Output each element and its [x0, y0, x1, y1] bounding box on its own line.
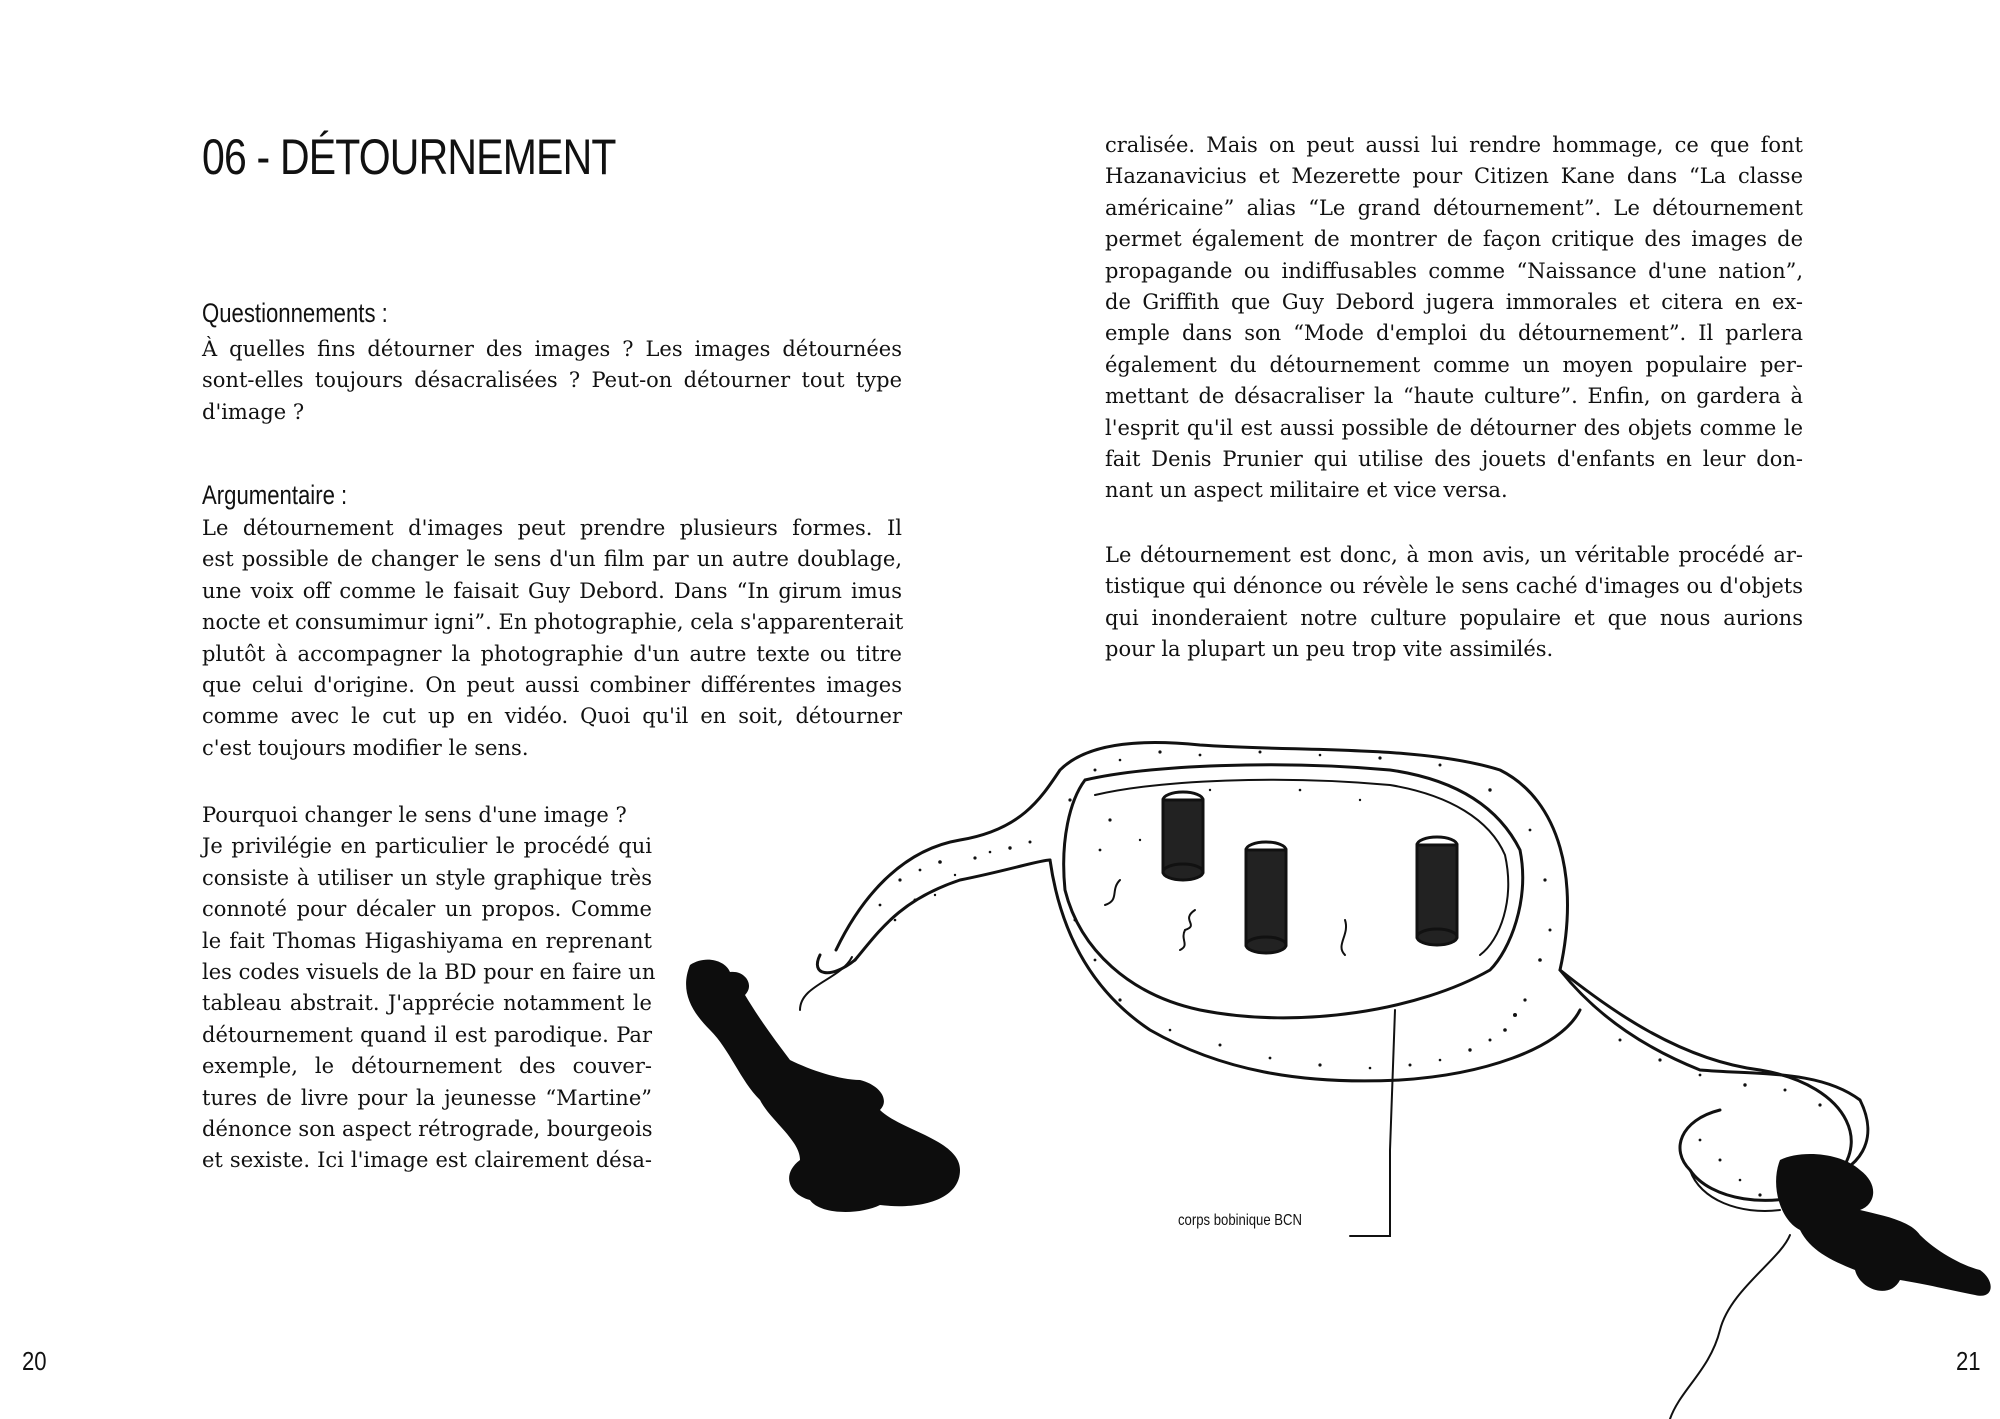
why-line: connoté pour décaler un propos. Comme	[202, 897, 652, 922]
silhouette-left	[686, 960, 960, 1212]
right-line: emple dans son “Mode d'emploi du détournement”. Il parlera	[1105, 321, 1803, 346]
why-line: tures de livre pour la jeunesse “Martine”	[202, 1085, 652, 1110]
why-line: consiste à utiliser un style graphique très	[202, 865, 652, 890]
right-line: permet également de montrer de façon critique des images de	[1105, 227, 1803, 252]
right-line: également du détournement comme un moyen populaire per-	[1105, 352, 1803, 377]
why-line: les codes visuels de la BD pour en faire un	[202, 960, 656, 985]
illustration-caption: corps bobinique BCN	[1178, 1212, 1302, 1229]
argument-text	[202, 513, 902, 764]
argument-line: est possible de changer le sens d'un film par un autre doublage,	[202, 547, 902, 572]
argument-line: nocte et consumimur igni”. En photographie, cela s'apparenterait	[202, 610, 904, 635]
page-title: 06 - DÉTOURNEMENT	[202, 129, 616, 185]
questions-line: d'image ?	[202, 399, 305, 424]
right-line: mettant de désacraliser la “haute culture”. Enfin, on gardera à	[1105, 384, 1803, 409]
why-line: tableau abstrait. J'apprécie notamment le	[202, 991, 652, 1016]
argument-line: une voix off comme le faisait Guy Debord. Dans “In girum imus	[202, 578, 902, 603]
coil-3	[1417, 837, 1457, 945]
argument-line: comme avec le cut up en vidéo. Quoi qu'il en soit, détourner	[202, 704, 902, 729]
questions-text	[202, 334, 902, 428]
right-line: pour la plupart un peu trop vite assimilés.	[1105, 637, 1554, 662]
coil-1	[1163, 792, 1203, 880]
questions-heading: Questionnements :	[202, 298, 388, 328]
questions-line: sont-elles toujours désacralisées ? Peut-on détourner tout type	[202, 368, 902, 393]
argument-line: que celui d'origine. On peut aussi combiner différentes images	[202, 673, 902, 698]
right-line: Hazanavicius et Mezerette pour Citizen Kane dans “La classe	[1105, 164, 1803, 189]
page-number-left: 20	[22, 1346, 47, 1376]
right-line: de Griffith que Guy Debord jugera immorales et citera en ex-	[1105, 290, 1803, 315]
why-line: le fait Thomas Higashiyama en reprenant	[202, 928, 652, 953]
why-text	[202, 800, 656, 1177]
glasses-outline	[800, 743, 1868, 1419]
why-line: exemple, le détournement des couver-	[202, 1054, 652, 1079]
coil-2	[1246, 842, 1286, 953]
right-line: nant un aspect militaire et vice versa.	[1105, 478, 1508, 503]
right-paragraph-2	[1105, 540, 1803, 666]
right-line: cralisée. Mais on peut aussi lui rendre hommage, ce que font	[1105, 133, 1803, 157]
why-line: dénonce son aspect rétrograde, bourgeois	[202, 1117, 653, 1142]
right-line: tistique qui dénonce ou révèle le sens caché d'images ou d'objets	[1105, 574, 1803, 599]
why-line: Je privilégie en particulier le procédé qui	[202, 834, 652, 859]
why-line: Pourquoi changer le sens d'une image ?	[202, 803, 627, 827]
why-line: détournement quand il est parodique. Par	[202, 1022, 652, 1047]
right-paragraph-1	[1105, 130, 1803, 507]
right-line: américaine” alias “Le grand détournement”. Le détournement	[1105, 195, 1803, 220]
page-number-right: 21	[1956, 1346, 1981, 1376]
right-line: l'esprit qu'il est aussi possible de détourner des objets comme le	[1105, 415, 1803, 440]
why-line: et sexiste. Ici l'image est clairement désa-	[202, 1148, 652, 1173]
questions-line: À quelles fins détourner des images ? Les images détournées	[202, 337, 902, 361]
right-line: propagande ou indiffusables comme “Naissance d'une nation”,	[1105, 258, 1803, 283]
right-line: qui inonderaient notre culture populaire et que nous aurions	[1105, 605, 1803, 630]
argument-line: c'est toujours modifier le sens.	[202, 735, 529, 760]
argument-line: Le détournement d'images peut prendre plusieurs formes. Il	[202, 516, 902, 540]
silhouette-right	[1776, 1154, 1991, 1296]
argument-line: plutôt à accompagner la photographie d'un autre texte ou titre	[202, 641, 902, 666]
right-line: fait Denis Prunier qui utilise des jouets d'enfants en leur don-	[1105, 447, 1803, 472]
argument-heading: Argumentaire :	[202, 480, 348, 510]
right-line: Le détournement est donc, à mon avis, un véritable procédé ar-	[1105, 543, 1803, 567]
coil-group	[1163, 792, 1457, 953]
